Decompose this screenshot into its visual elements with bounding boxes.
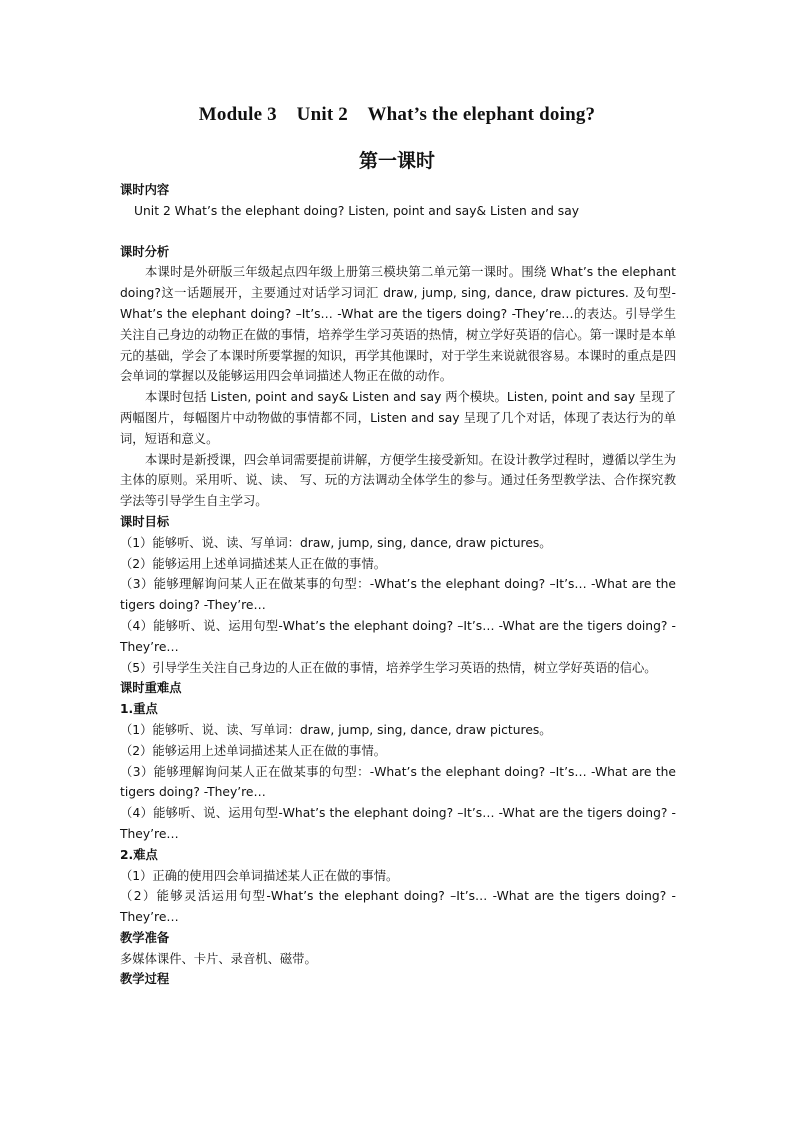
document-title: Module 3 Unit 2 What’s the elephant doing?	[198, 104, 596, 125]
document-subtitle: 第一课时	[358, 150, 435, 172]
objective-item: （4）能够听、说、运用句型-What’s the elephant doing? –It’s… -What are the tigers doing? -They’re…	[120, 618, 676, 654]
objective-item: （3）能够理解询问某人正在做某事的句型：-What’s the elephant doing? –It’s… -What are the tigers doing? -They’re…	[120, 577, 676, 613]
content-text: Unit 2 What’s the elephant doing? Listen, point and say& Listen and say	[134, 203, 580, 218]
analysis-paragraph: 本课时是新授课，四会单词需要提前讲解，方便学生接受新知。在设计教学过程时，遵循以学生为主体的原则。采用听、说、读、 写、玩的方法调动全体学生的参与。通过任务型教学法、合作探究教学法等引导学生自主学习。	[120, 452, 676, 509]
focus-heading: 1.重点	[120, 702, 158, 717]
focus-item: （4）能够听、说、运用句型-What’s the elephant doing? –It’s… -What are the tigers doing? -They’re…	[120, 806, 676, 841]
focus-item: （3）能够理解询问某人正在做某事的句型：-What’s the elephant doing? –It’s… -What are the tigers doing? -They’re…	[120, 764, 676, 800]
difficulty-item: （2）能够灵活运用句型-What’s the elephant doing? –It’s… -What are the tigers doing? -They’re…	[120, 889, 676, 925]
keypoints-heading: 课时重难点	[120, 681, 182, 696]
document-body	[120, 180, 676, 990]
analysis-paragraph: 本课时是外研版三年级起点四年级上册第三模块第二单元第一课时。围绕 What’s the elephant doing?这一话题展开，主要通过对话学习词汇 draw, jump, sing, dance, draw pictures. 及句型-What’s the elephant doing? –It’s… -What are the tigers doing? -They’re…的表达。引导学生关注自己身边的动物正在做的事情，培养学生学习英语的热情，树立学好英语的信心。第一课时是本单元的基础，学会了本课时所要掌握的知识，再学其他课时，对于学生来说就很容易。本课时的重点是四会单词的掌握以及能够运用四会单词描述人物正在做的动作。	[120, 265, 676, 384]
objective-item: （1）能够听、说、读、写单词：draw, jump, sing, dance, draw pictures。	[120, 535, 552, 550]
content-heading: 课时内容	[120, 183, 170, 197]
spacer	[120, 222, 676, 242]
difficulty-item: （1）正确的使用四会单词描述某人正在做的事情。	[120, 868, 399, 883]
objective-item: （2）能够运用上述单词描述某人正在做的事情。	[120, 556, 387, 571]
focus-item: （1）能够听、说、读、写单词：draw, jump, sing, dance, draw pictures。	[120, 722, 552, 737]
analysis-heading: 课时分析	[120, 244, 170, 259]
preparation-heading: 教学准备	[120, 930, 170, 945]
analysis-paragraph: 本课时包括 Listen, point and say& Listen and say 两个模块。Listen, point and say 呈现了两幅图片，每幅图片中动物做的事情都不同，Listen and say 呈现了几个对话，体现了表达行为的单词，短语和意义。	[120, 390, 676, 446]
objectives-heading: 课时目标	[120, 514, 170, 529]
preparation-text: 多媒体课件、卡片、录音机、磁带。	[120, 951, 317, 966]
focus-item: （2）能够运用上述单词描述某人正在做的事情。	[120, 743, 387, 758]
difficulty-heading: 2.难点	[120, 847, 158, 862]
process-heading: 教学过程	[120, 972, 170, 987]
objective-item: （5）引导学生关注自己身边的人正在做的事情，培养学生学习英语的热情，树立学好英语的信心。	[120, 660, 657, 675]
